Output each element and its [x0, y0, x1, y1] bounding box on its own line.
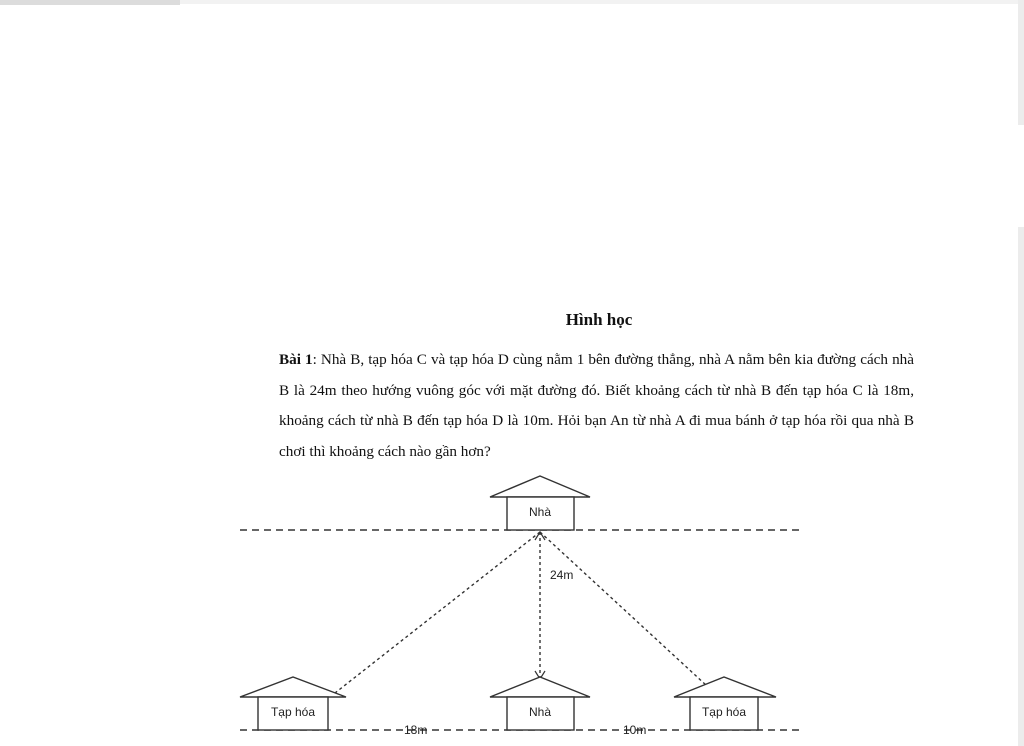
house-a-label: Nhà [528, 505, 552, 519]
store-c [240, 677, 346, 730]
distance-18m-label: 18m [404, 723, 428, 737]
store-d [674, 677, 776, 730]
house-a [490, 476, 590, 530]
house-b [490, 677, 590, 730]
distance-10m-label: 10m [623, 723, 647, 737]
house-b-label: Nhà [528, 705, 552, 719]
distance-24m-label: 24m [550, 568, 574, 582]
store-c-label: Tạp hóa [270, 705, 316, 719]
section-title: Hình học [565, 310, 633, 329]
store-d-label: Tạp hóa [701, 705, 747, 719]
line-a-to-left-store [335, 532, 540, 693]
problem-text: : Nhà B, tạp hóa C và tạp hóa D cùng nằm 1 bên đường thẳng, nhà A nằm bên kia đường cách nhà B là 24m theo hướng vuông góc với mặt đường đó. Biết khoảng cách từ nhà B đến tạp hóa C là 18m, khoảng cách từ nhà B đến tạp hóa D là 10m. Hỏi bạn An từ nhà A đi mua bánh ở tạp hóa rồi qua nhà B chơi thì khoảng cách nào gần hơn? [279, 351, 914, 460]
line-a-to-right-store [540, 532, 707, 686]
problem-label: Bài 1 [279, 351, 313, 368]
